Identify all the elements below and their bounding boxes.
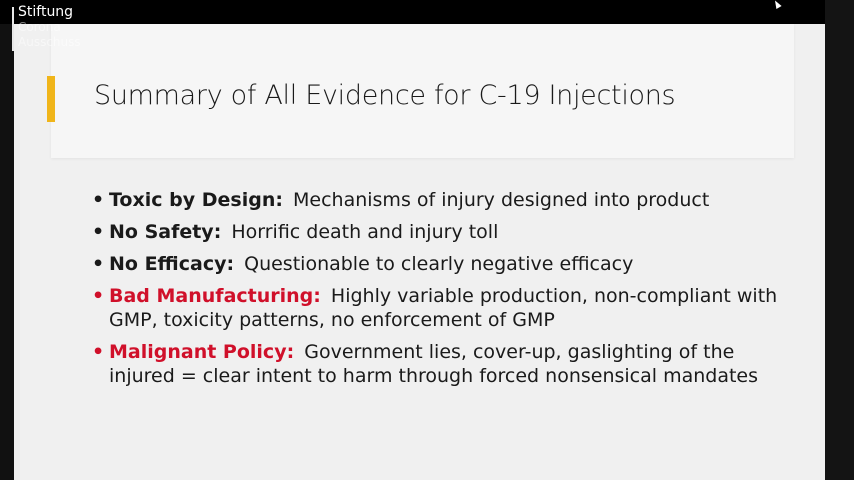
bullet-term: Bad Manufacturing:	[109, 285, 321, 307]
bullet-text: Horrific death and injury toll	[231, 221, 499, 243]
bullet-bad-manufacturing	[92, 284, 792, 332]
logo-line-2: Corona	[18, 20, 61, 34]
bullet-dot-icon: •	[92, 221, 105, 243]
bullet-term: Toxic by Design:	[109, 189, 283, 211]
bullet-text: Mechanisms of injury designed into product	[293, 189, 710, 211]
channel-logo	[12, 4, 102, 50]
bullet-term: Malignant Policy:	[109, 341, 295, 363]
bullet-malignant-policy	[92, 340, 792, 388]
bullet-dot-icon: •	[92, 285, 105, 307]
bullet-dot-icon: •	[92, 253, 105, 275]
bullet-toxic-by-design	[92, 188, 792, 212]
bullet-text: Questionable to clearly negative efficacy	[244, 253, 634, 275]
logo-line-3: Ausschuss	[18, 35, 81, 49]
top-bar	[0, 0, 854, 24]
logo-line-1: Stiftung	[18, 4, 74, 20]
bullet-dot-icon: •	[92, 341, 105, 363]
bullet-text: Government lies, cover-up, gaslighting of the injured = clear intent to harm through forced nonsensical mandates	[109, 341, 759, 387]
bullet-term: No Efficacy:	[109, 253, 235, 275]
logo-text	[18, 4, 81, 50]
bullet-text: Highly variable production, non-compliant with GMP, toxicity patterns, no enforcement of GMP	[109, 285, 778, 331]
logo-bar	[12, 7, 14, 51]
bullet-term: No Safety:	[109, 221, 222, 243]
bullet-no-safety	[92, 220, 792, 244]
left-edge	[0, 24, 14, 480]
bullet-dot-icon: •	[92, 189, 105, 211]
evidence-list	[92, 188, 792, 396]
right-edge	[825, 0, 854, 480]
slide-title: Summary of All Evidence for C-19 Injections	[94, 80, 676, 111]
bullet-no-efficacy	[92, 252, 792, 276]
title-accent-bar	[47, 76, 55, 122]
presentation-slide	[14, 24, 825, 480]
